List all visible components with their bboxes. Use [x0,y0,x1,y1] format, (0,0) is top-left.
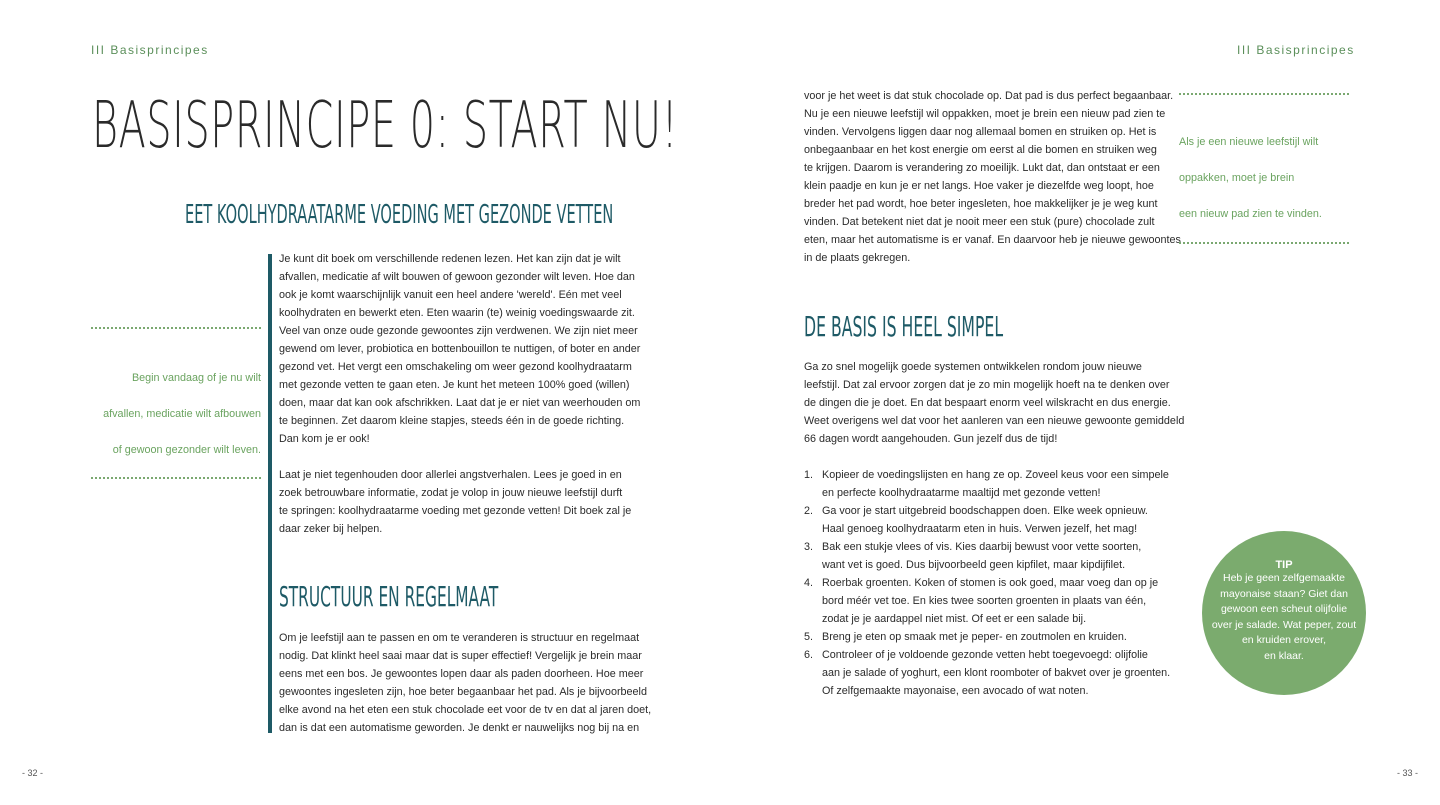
pull-quote-divider-top [91,327,261,329]
continued-paragraph: voor je het weet is dat stuk chocolade op. Dat pad is dus perfect begaanbaar. Nu je een nieuwe leefstijl wil oppakken, moet je brein een nieuw pad zien te vinden. Vervolgens liggen daar nog allemaal bomen en struiken op. Het is onbegaanbaar en het kost energie om eerst al die bomen en struiken weg te krijgen. Daarom is verandering zo moeilijk. Lukt dat, dan ontstaat er een klein paadje en kun je er net langs. Hoe vaker je diezelfde weg loopt, hoe breder het pad wordt, hoe beter ingesleten, hoe makkelijker je je weg kunt vinden. Dat betekent niet dat je nooit meer een stuk (pure) chocolade zult eten, maar het automatisme is er vanaf. En daarvoor heb je nieuwe gewoontes in de plaats gekregen. [804,90,1181,264]
page-number-right: - 33 - [1397,768,1419,778]
tip-title: TIP [1275,559,1293,571]
intro-paragraph: Je kunt dit boek om verschillende redenen lezen. Het kan zijn dat je wilt afvallen, medicatie af wilt bouwen of gewoon gezonder wilt leven. Hoe dan ook je komt waarschijnlijk vanuit een heel andere 'wereld'. Eén met veel koolhydraten en bewerkt eten. Eten waarin (te) weinig voedingswaarde zit. Veel van onze oude gezonde gewoontes zijn verdwenen. We zijn niet meer gewend om lever, probiotica en bottenbouillon te nuttigen, of boter en ander gezond vet. Het vergt een omschakeling om weer gezond koolhydraatarm met gezonde vetten te gaan eten. Je kunt het meteen 100% goed (willen) doen, maar dat kan ook afschrikken. Laat dat je er niet van weerhouden om te beginnen. Zet daarom kleine stapjes, steeds één in de goede richting. Dan kom je er ook! [279,253,641,445]
list-item: 1. Kopieer de voedingslijsten en hang ze op. Zoveel keus voor een simpele en perfecte koolhydraatarme maaltijd met gezonde vetten! [804,469,1169,499]
tip-circle: TIP Heb je geen zelfgemaakte mayonaise staan? Giet dan gewoon een scheut olijfolie over je salade. Wat peper, zout en kruiden erover, en klaar. [1202,531,1366,695]
pull-quote-divider-top-right [1179,93,1349,95]
paragraph-angstverhalen: Laat je niet tegenhouden door allerlei angstverhalen. Lees je goed in en zoek betrouwbare informatie, zodat je volop in jouw nieuwe leefstijl durft te springen: koolhydraatarme voeding met gezonde vetten! Dit boek zal je daar zeker bij helpen. [279,469,632,535]
running-head-left: III Basisprincipes [91,43,209,57]
section-heading-basis: DE BASIS IS HEEL SIMPEL [804,310,1004,343]
running-head-right: III Basisprincipes [1237,43,1355,57]
steps-list [804,466,1170,700]
list-item: 5. Breng je eten op smaak met je peper- en zoutmolen en kruiden. [804,631,1127,643]
paragraph-basis: Ga zo snel mogelijk goede systemen ontwikkelen rondom jouw nieuwe leefstijl. Dat zal ervoor zorgen dat je zo min mogelijk hoeft na te denken over de dingen die je doet. En dat bespaart enorm veel wilskracht en dus energie. Weet overigens wel dat voor het aanleren van een nieuwe gewoonte gemiddeld 66 dagen wordt aangehouden. Gun jezelf dus de tijd! [804,361,1185,445]
pull-quote-divider-bottom-right [1179,242,1349,244]
chapter-title: BASISPRINCIPE 0: START NU! [92,89,679,163]
chapter-subtitle: EET KOOLHYDRAATARME VOEDING MET GEZONDE VETTEN [185,200,614,230]
list-item: 4. Roerbak groenten. Koken of stomen is ook goed, maar voeg dan op je bord méér vet toe. En kies twee soorten groenten in plaats van één, zodat je je aardappel niet mist. Of eet er een salade bij. [804,577,1159,625]
left-column-accent-bar [268,254,272,733]
paragraph-structuur: Om je leefstijl aan te passen en om te veranderen is structuur en regelmaat nodig. Dat klinkt heel saai maar dat is super effectief! Vergelijk je brein maar eens met een bos. Je gewoontes lopen daar als paden doorheen. Hoe meer gewoontes ingesleten zijn, hoe beter begaanbaar het pad. Als je bijvoorbeeld elke avond na het eten een stuk chocolade eet voor de tv en dat al jaren doet, dan is dat een automatisme geworden. Je denkt er nauwelijks nog bij na en [279,632,652,734]
pull-quote-left: Begin vandaag of je nu wilt afvallen, medicatie wilt afbouwen of gewoon gezonder wilt leven. [103,372,261,456]
list-item: 6. Controleer of je voldoende gezonde vetten hebt toegevoegd: olijfolie aan je salade of yoghurt, een klont roomboter of bakvet over je groenten. Of zelfgemaakte mayonaise, een avocado of wat noten. [804,649,1171,697]
section-heading-structuur: STRUCTUUR EN REGELMAAT [279,580,499,613]
list-item: 3. Bak een stukje vlees of vis. Kies daarbij bewust voor vette soorten, want vet is goed. Dus bijvoorbeeld geen kipfilet, maar kipdijfilet. [804,541,1142,571]
pull-quote-divider-bottom [91,477,261,479]
pull-quote-right: Als je een nieuwe leefstijl wilt oppakken, moet je brein een nieuw pad zien te vinden. [1179,136,1322,220]
list-item: 2. Ga voor je start uitgebreid boodschappen doen. Elke week opnieuw. Haal genoeg koolhydraatarm eten in huis. Verwen jezelf, het mag! [804,505,1148,535]
page-number-left: - 32 - [22,768,44,778]
